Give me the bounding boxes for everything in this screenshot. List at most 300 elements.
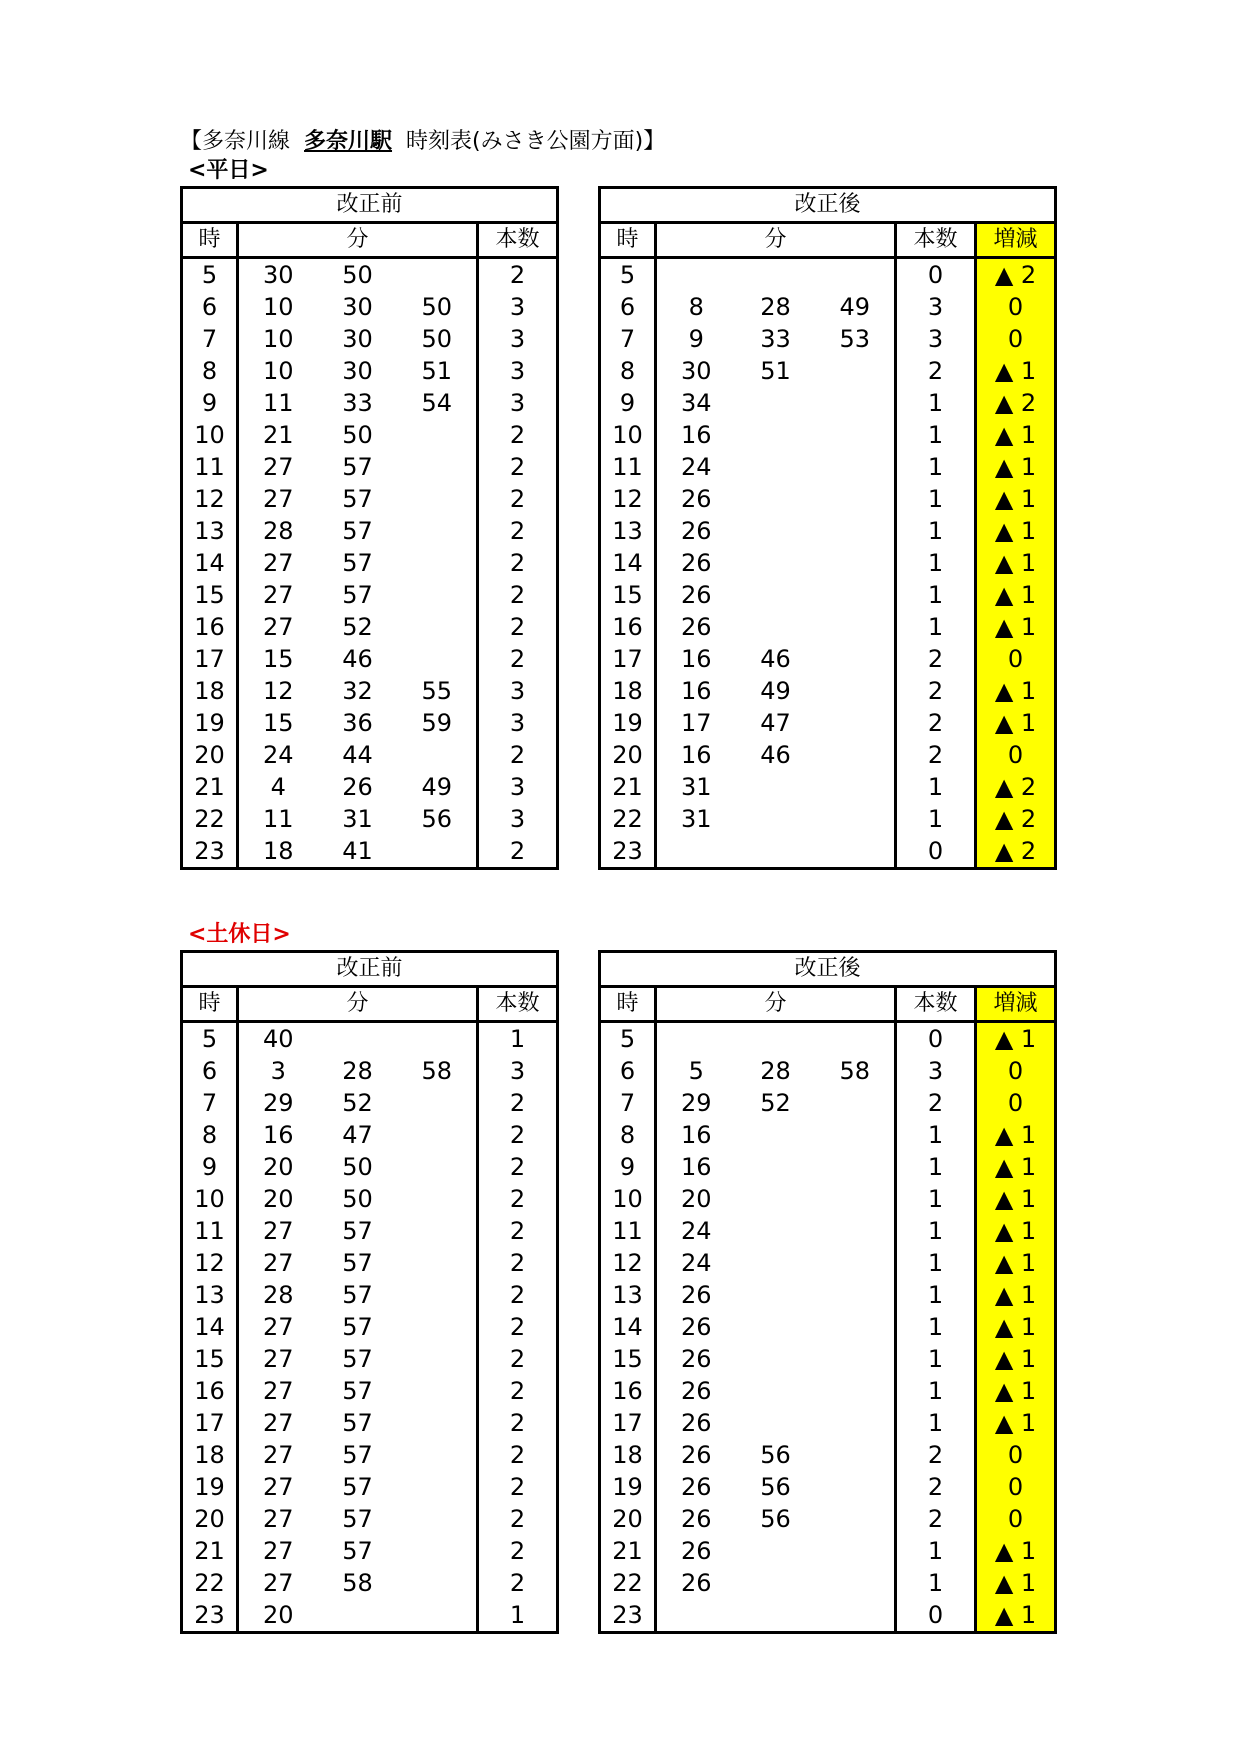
minute-cell: 57 xyxy=(342,1217,373,1245)
minute-cell: 27 xyxy=(238,1439,318,1471)
count-cell: 2 xyxy=(478,1407,558,1439)
count-cell: 2 xyxy=(478,483,558,515)
minute-cell: 11 xyxy=(238,387,318,419)
hour-cell: 11 xyxy=(600,451,656,483)
hour-cell: 5 xyxy=(182,258,238,292)
hour-cell: 18 xyxy=(600,1439,656,1471)
diff-cell: 0 xyxy=(976,1055,1056,1087)
minute-cell: 59 xyxy=(398,707,478,739)
minute-cell: 31 xyxy=(656,803,736,835)
minute-cell: 50 xyxy=(342,1185,373,1213)
table-row xyxy=(182,1375,558,1407)
minute-cell: 57 xyxy=(342,581,373,609)
hour-cell: 7 xyxy=(182,323,238,355)
count-cell: 2 xyxy=(478,547,558,579)
table-row xyxy=(182,1503,558,1535)
table-row xyxy=(182,483,558,515)
table-caption-row xyxy=(600,188,1056,223)
minute-cell: 16 xyxy=(656,643,736,675)
count-cell: 1 xyxy=(896,611,976,643)
title-suffix: 時刻表(みさき公園方面)】 xyxy=(406,129,666,154)
hour-cell: 14 xyxy=(600,1311,656,1343)
count-cell: 2 xyxy=(896,1439,976,1471)
hour-cell: 10 xyxy=(182,419,238,451)
minute-cell xyxy=(398,611,478,643)
minute-cell: 20 xyxy=(656,1183,736,1215)
table-row xyxy=(182,803,558,835)
minute-cell: 32 xyxy=(342,677,373,705)
hour-cell: 21 xyxy=(182,1535,238,1567)
count-cell: 2 xyxy=(478,1375,558,1407)
minute-cell xyxy=(816,1247,896,1279)
page-title xyxy=(180,128,665,156)
table-row xyxy=(182,835,558,869)
minute-cell: 58 xyxy=(816,1055,896,1087)
hour-cell: 16 xyxy=(600,1375,656,1407)
diff-cell: ▲ 1 xyxy=(976,579,1056,611)
minute-cell xyxy=(398,1119,478,1151)
diff-cell: ▲ 1 xyxy=(976,483,1056,515)
count-cell: 3 xyxy=(896,291,976,323)
table-row xyxy=(600,1087,1056,1119)
count-cell: 1 xyxy=(896,579,976,611)
table-row xyxy=(182,1055,558,1087)
table-row xyxy=(182,1471,558,1503)
count-cell: 3 xyxy=(478,771,558,803)
table-row xyxy=(600,1535,1056,1567)
minute-cell xyxy=(816,579,896,611)
minute-cell: 57 xyxy=(342,1249,373,1277)
table-row xyxy=(182,1119,558,1151)
minute-cell: 57 xyxy=(342,1441,373,1469)
hour-cell: 17 xyxy=(182,643,238,675)
table-row xyxy=(182,1022,558,1056)
count-cell: 2 xyxy=(478,1247,558,1279)
minute-cell xyxy=(816,547,896,579)
minute-cell: 57 xyxy=(342,1313,373,1341)
table-row xyxy=(600,1215,1056,1247)
minute-cell: 36 xyxy=(342,709,373,737)
table-header-row xyxy=(600,223,1056,258)
diff-cell: ▲ 1 xyxy=(976,1279,1056,1311)
minute-cell xyxy=(816,771,896,803)
minute-cell: 12 xyxy=(238,675,318,707)
hour-cell: 16 xyxy=(182,611,238,643)
count-cell: 3 xyxy=(478,323,558,355)
minute-cell xyxy=(736,579,816,611)
hour-cell: 17 xyxy=(600,643,656,675)
table-row xyxy=(600,483,1056,515)
count-cell: 1 xyxy=(896,451,976,483)
minute-cell xyxy=(736,1279,816,1311)
minute-cell: 27 xyxy=(238,1535,318,1567)
minute-cell xyxy=(656,1599,736,1633)
count-cell: 3 xyxy=(478,291,558,323)
table-row xyxy=(182,258,558,292)
diff-cell: 0 xyxy=(976,1087,1056,1119)
table-row xyxy=(182,291,558,323)
diff-cell: ▲ 1 xyxy=(976,1375,1056,1407)
diff-cell: ▲ 1 xyxy=(976,355,1056,387)
minute-cell: 30 xyxy=(238,258,318,292)
hour-cell: 19 xyxy=(600,1471,656,1503)
minute-cell: 40 xyxy=(238,1022,318,1056)
minute-cell: 26 xyxy=(656,1503,736,1535)
hour-cell: 15 xyxy=(600,579,656,611)
table-row xyxy=(182,1599,558,1633)
minute-cell: 46 xyxy=(342,645,373,673)
minute-cell xyxy=(816,1503,896,1535)
count-cell: 0 xyxy=(896,1599,976,1633)
minute-cell xyxy=(816,483,896,515)
count-cell: 2 xyxy=(478,1535,558,1567)
count-cell: 1 xyxy=(896,1311,976,1343)
minute-cell xyxy=(816,1087,896,1119)
hour-cell: 21 xyxy=(182,771,238,803)
minute-cell xyxy=(816,1375,896,1407)
count-cell: 2 xyxy=(478,643,558,675)
count-cell: 1 xyxy=(896,1343,976,1375)
minute-cell: 52 xyxy=(342,1089,373,1117)
hour-cell: 8 xyxy=(600,355,656,387)
minute-cell xyxy=(816,1119,896,1151)
header-hour: 時 xyxy=(600,223,656,258)
table-caption-row xyxy=(182,188,558,223)
minute-cell xyxy=(736,1535,816,1567)
minute-cell: 30 xyxy=(342,325,373,353)
minute-cell xyxy=(816,1471,896,1503)
minute-cell: 26 xyxy=(656,483,736,515)
count-cell: 2 xyxy=(478,515,558,547)
table-row xyxy=(600,451,1056,483)
minute-cell: 5 xyxy=(656,1055,736,1087)
table-row xyxy=(600,611,1056,643)
hour-cell: 19 xyxy=(182,707,238,739)
minute-cell: 57 xyxy=(342,1473,373,1501)
minute-cell: 52 xyxy=(342,613,373,641)
minute-cell: 47 xyxy=(760,709,791,737)
count-cell: 2 xyxy=(478,1279,558,1311)
minute-cell: 27 xyxy=(238,547,318,579)
minute-cell: 31 xyxy=(656,771,736,803)
hour-cell: 9 xyxy=(182,1151,238,1183)
hour-cell: 15 xyxy=(182,1343,238,1375)
hour-cell: 14 xyxy=(182,1311,238,1343)
minute-cell: 16 xyxy=(656,1151,736,1183)
weekday-after-table xyxy=(598,186,1057,870)
header-diff: 増減 xyxy=(976,223,1056,258)
hour-cell: 8 xyxy=(182,355,238,387)
minute-cell: 50 xyxy=(398,291,478,323)
count-cell: 3 xyxy=(896,323,976,355)
minute-cell: 3 xyxy=(238,1055,318,1087)
hour-cell: 16 xyxy=(600,611,656,643)
minute-cell: 16 xyxy=(238,1119,318,1151)
minute-cell: 58 xyxy=(342,1569,373,1597)
minute-cell: 44 xyxy=(342,741,373,769)
minute-cell: 53 xyxy=(816,323,896,355)
header-minute: 分 xyxy=(238,987,478,1022)
count-cell: 3 xyxy=(478,803,558,835)
minute-cell xyxy=(736,515,816,547)
minute-cell xyxy=(816,707,896,739)
table-row xyxy=(182,707,558,739)
minute-cell xyxy=(398,1599,478,1633)
minute-cell: 27 xyxy=(238,1471,318,1503)
minute-cell xyxy=(398,1567,478,1599)
table-row xyxy=(182,1087,558,1119)
minute-cell: 52 xyxy=(760,1089,791,1117)
minute-cell xyxy=(736,387,816,419)
minute-cell: 28 xyxy=(760,1057,791,1085)
header-hour: 時 xyxy=(182,223,238,258)
count-cell: 3 xyxy=(478,675,558,707)
minute-cell xyxy=(816,643,896,675)
diff-cell: ▲ 1 xyxy=(976,1151,1056,1183)
diff-cell: ▲ 1 xyxy=(976,1119,1056,1151)
diff-cell: 0 xyxy=(976,291,1056,323)
holiday-after-table xyxy=(598,950,1057,1634)
count-cell: 1 xyxy=(896,1407,976,1439)
minute-cell: 26 xyxy=(656,1311,736,1343)
hour-cell: 13 xyxy=(600,1279,656,1311)
minute-cell xyxy=(816,1151,896,1183)
minute-cell xyxy=(736,258,816,292)
minute-cell: 27 xyxy=(238,579,318,611)
minute-cell: 4 xyxy=(238,771,318,803)
diff-cell: ▲ 1 xyxy=(976,1183,1056,1215)
table-row xyxy=(182,451,558,483)
diff-cell: ▲ 1 xyxy=(976,1311,1056,1343)
count-cell: 2 xyxy=(478,451,558,483)
minute-cell: 27 xyxy=(238,1311,318,1343)
diff-cell: ▲ 1 xyxy=(976,1407,1056,1439)
count-cell: 2 xyxy=(478,1567,558,1599)
table-row xyxy=(182,387,558,419)
table-row xyxy=(182,1439,558,1471)
minute-cell: 50 xyxy=(342,421,373,449)
minute-cell: 51 xyxy=(398,355,478,387)
minute-cell: 31 xyxy=(342,805,373,833)
hour-cell: 13 xyxy=(600,515,656,547)
diff-cell: 0 xyxy=(976,1439,1056,1471)
count-cell: 1 xyxy=(896,1535,976,1567)
table-row xyxy=(182,1567,558,1599)
header-count: 本数 xyxy=(896,223,976,258)
hour-cell: 9 xyxy=(600,387,656,419)
minute-cell xyxy=(656,258,736,292)
count-cell: 2 xyxy=(478,1183,558,1215)
minute-cell xyxy=(816,835,896,869)
minute-cell xyxy=(398,1311,478,1343)
table-row xyxy=(600,387,1056,419)
minute-cell xyxy=(816,1279,896,1311)
minute-cell: 57 xyxy=(342,1505,373,1533)
minute-cell xyxy=(816,675,896,707)
diff-cell: 0 xyxy=(976,323,1056,355)
minute-cell: 27 xyxy=(238,1567,318,1599)
hour-cell: 9 xyxy=(600,1151,656,1183)
diff-cell: ▲ 2 xyxy=(976,387,1056,419)
minute-cell: 8 xyxy=(656,291,736,323)
hour-cell: 12 xyxy=(600,1247,656,1279)
minute-cell: 51 xyxy=(760,357,791,385)
table-row xyxy=(182,579,558,611)
hour-cell: 7 xyxy=(600,1087,656,1119)
hour-cell: 23 xyxy=(182,835,238,869)
weekday-before-table xyxy=(180,186,559,870)
count-cell: 2 xyxy=(478,1343,558,1375)
title-prefix: 【多奈川線 xyxy=(180,129,291,154)
minute-cell: 27 xyxy=(238,611,318,643)
hour-cell: 23 xyxy=(182,1599,238,1633)
table-row xyxy=(600,707,1056,739)
table-row xyxy=(182,547,558,579)
hour-cell: 12 xyxy=(182,483,238,515)
count-cell: 2 xyxy=(478,1439,558,1471)
diff-cell: 0 xyxy=(976,739,1056,771)
minute-cell: 27 xyxy=(238,1407,318,1439)
table-row xyxy=(182,643,558,675)
minute-cell: 27 xyxy=(238,1247,318,1279)
table-row xyxy=(600,675,1056,707)
table-caption: 改正前 xyxy=(182,952,558,987)
minute-cell: 46 xyxy=(760,645,791,673)
minute-cell: 27 xyxy=(238,483,318,515)
minute-cell xyxy=(736,1022,816,1056)
minute-cell: 21 xyxy=(238,419,318,451)
hour-cell: 11 xyxy=(182,451,238,483)
minute-cell: 28 xyxy=(342,1057,373,1085)
count-cell: 0 xyxy=(896,258,976,292)
table-row xyxy=(600,1119,1056,1151)
count-cell: 3 xyxy=(478,707,558,739)
hour-cell: 6 xyxy=(600,291,656,323)
count-cell: 2 xyxy=(896,707,976,739)
minute-cell: 49 xyxy=(816,291,896,323)
minute-cell xyxy=(736,1151,816,1183)
hour-cell: 12 xyxy=(182,1247,238,1279)
hour-cell: 5 xyxy=(182,1022,238,1056)
minute-cell: 50 xyxy=(342,1153,373,1181)
count-cell: 3 xyxy=(478,355,558,387)
weekday-before-body xyxy=(182,188,558,869)
hour-cell: 6 xyxy=(600,1055,656,1087)
count-cell: 3 xyxy=(896,1055,976,1087)
table-row xyxy=(600,771,1056,803)
minute-cell: 56 xyxy=(760,1505,791,1533)
minute-cell xyxy=(736,483,816,515)
minute-cell: 46 xyxy=(760,741,791,769)
hour-cell: 5 xyxy=(600,1022,656,1056)
count-cell: 1 xyxy=(896,1183,976,1215)
minute-cell xyxy=(398,451,478,483)
minute-cell xyxy=(398,1151,478,1183)
count-cell: 2 xyxy=(478,258,558,292)
minute-cell xyxy=(398,1535,478,1567)
minute-cell xyxy=(398,258,478,292)
table-row xyxy=(600,1022,1056,1056)
minute-cell xyxy=(816,1311,896,1343)
table-caption-row xyxy=(182,952,558,987)
hour-cell: 20 xyxy=(182,739,238,771)
count-cell: 1 xyxy=(896,387,976,419)
count-cell: 1 xyxy=(896,1247,976,1279)
minute-cell: 57 xyxy=(342,1537,373,1565)
minute-cell xyxy=(656,835,736,869)
minute-cell: 50 xyxy=(398,323,478,355)
minute-cell xyxy=(736,1183,816,1215)
minute-cell: 26 xyxy=(656,1535,736,1567)
table-row xyxy=(600,1247,1056,1279)
minute-cell: 10 xyxy=(238,323,318,355)
minute-cell xyxy=(398,1215,478,1247)
diff-cell: ▲ 1 xyxy=(976,1599,1056,1633)
minute-cell: 26 xyxy=(656,1279,736,1311)
table-row xyxy=(600,1503,1056,1535)
hour-cell: 6 xyxy=(182,1055,238,1087)
table-row xyxy=(600,1151,1056,1183)
minute-cell xyxy=(816,515,896,547)
table-row xyxy=(182,419,558,451)
table-row xyxy=(600,1311,1056,1343)
minute-cell xyxy=(398,1022,478,1056)
table-header-row xyxy=(182,987,558,1022)
header-hour: 時 xyxy=(600,987,656,1022)
hour-cell: 17 xyxy=(600,1407,656,1439)
count-cell: 1 xyxy=(896,1215,976,1247)
minute-cell: 29 xyxy=(238,1087,318,1119)
minute-cell xyxy=(318,1599,398,1633)
minute-cell xyxy=(816,419,896,451)
hour-cell: 22 xyxy=(182,1567,238,1599)
table-row xyxy=(182,1407,558,1439)
count-cell: 2 xyxy=(478,579,558,611)
minute-cell: 33 xyxy=(342,389,373,417)
minute-cell: 27 xyxy=(238,1215,318,1247)
minute-cell: 26 xyxy=(656,1343,736,1375)
table-row xyxy=(600,291,1056,323)
minute-cell xyxy=(816,739,896,771)
hour-cell: 10 xyxy=(182,1183,238,1215)
hour-cell: 12 xyxy=(600,483,656,515)
minute-cell xyxy=(398,1471,478,1503)
minute-cell xyxy=(398,1087,478,1119)
minute-cell xyxy=(398,1279,478,1311)
count-cell: 1 xyxy=(478,1022,558,1056)
minute-cell: 26 xyxy=(656,515,736,547)
hour-cell: 5 xyxy=(600,258,656,292)
table-row xyxy=(182,355,558,387)
diff-cell: ▲ 1 xyxy=(976,707,1056,739)
minute-cell xyxy=(398,1183,478,1215)
count-cell: 1 xyxy=(896,1279,976,1311)
diff-cell: ▲ 1 xyxy=(976,1215,1056,1247)
title-station: 多奈川駅 xyxy=(304,129,393,154)
count-cell: 2 xyxy=(478,1311,558,1343)
minute-cell: 30 xyxy=(656,355,736,387)
count-cell: 2 xyxy=(478,739,558,771)
count-cell: 2 xyxy=(478,1471,558,1503)
table-row xyxy=(600,1599,1056,1633)
minute-cell xyxy=(736,611,816,643)
hour-cell: 22 xyxy=(600,803,656,835)
diff-cell: ▲ 1 xyxy=(976,611,1056,643)
header-minute: 分 xyxy=(238,223,478,258)
minute-cell: 15 xyxy=(238,643,318,675)
minute-cell: 30 xyxy=(342,293,373,321)
minute-cell: 57 xyxy=(342,1281,373,1309)
